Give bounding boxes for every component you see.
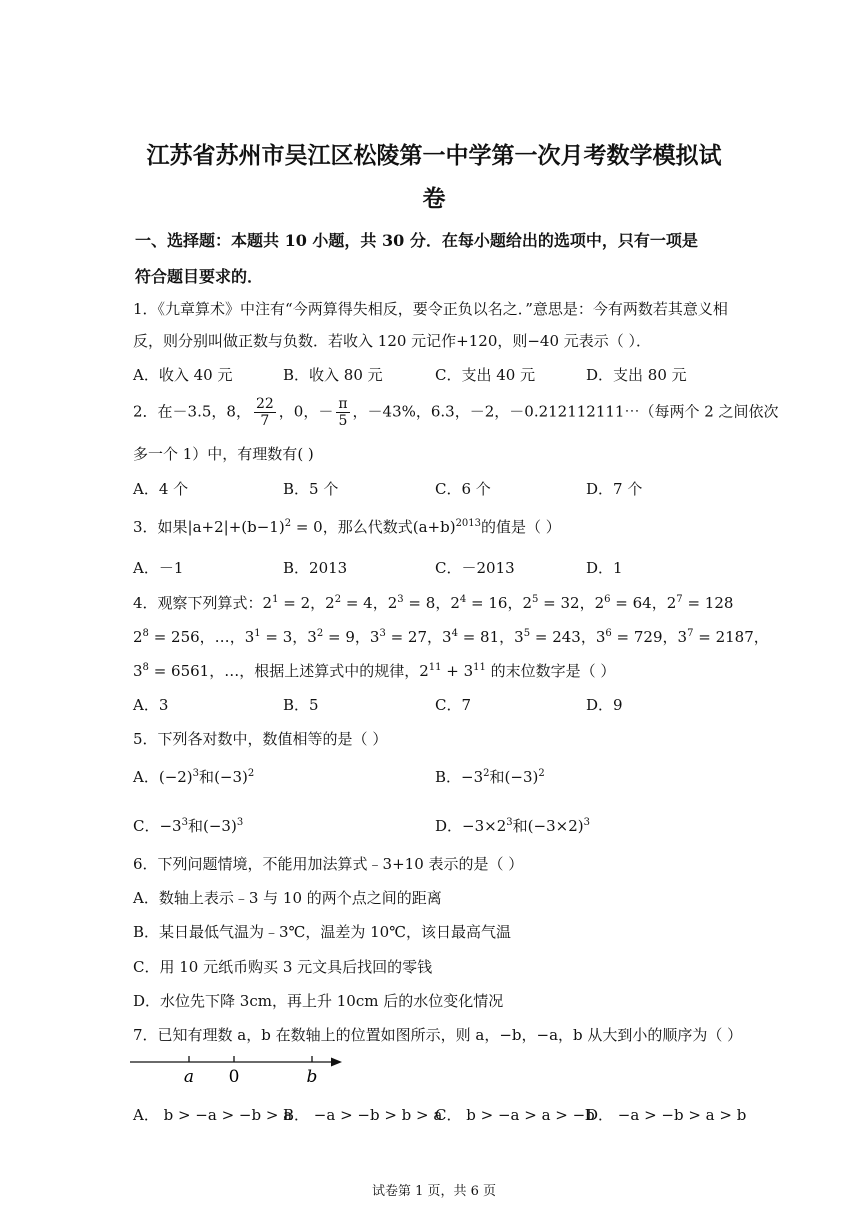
question-1-line1: 1．《九章算术》中注有“今两算得失相反，要令正负以名之．”意思是：今有两数若其意义相: [133, 300, 728, 318]
q2-mid: ，0，－: [278, 402, 334, 421]
q5-c-exp2: 3: [236, 817, 244, 828]
q5-b-exp1: 2: [483, 768, 490, 779]
question-7-line: 7．已知有理数 a，b 在数轴上的位置如图所示，则 a，−b，−a，b 从大到小的顺序为（ ）: [133, 1026, 743, 1044]
q2-frac2-numerator: π: [338, 396, 348, 412]
q4-line3-text: ，…，根据上述算式中的规律，: [209, 662, 420, 680]
q4-option-d: D．9: [586, 696, 623, 714]
q4-option-c: C．7: [435, 696, 472, 714]
q5-a-label: A．: [133, 768, 159, 786]
exam-title-line2: 卷: [422, 185, 446, 212]
separator: ，: [580, 628, 596, 646]
power-term: $2^4 = 16$: [450, 594, 508, 612]
q6-option-a: A．数轴上表示﹣3 与 10 的两个点之间的距离: [133, 889, 442, 907]
q3-exponent-2013: 2013: [455, 518, 482, 529]
separator: ，: [427, 628, 443, 646]
q3-prefix: 3．如果: [133, 518, 188, 536]
q5-d-term1: −3×2: [462, 817, 507, 835]
q6-option-d: D．水位先下降 3cm，再上升 10cm 后的水位变化情况: [133, 992, 504, 1010]
q2-option-d: D．7 个: [586, 480, 643, 498]
q2-prefix: 2．在－3.5，8，: [133, 402, 251, 421]
q3-option-d: D．1: [586, 559, 623, 577]
q4-base-b: 3: [463, 662, 474, 680]
separator: ，: [651, 594, 667, 612]
q1-option-b: B．收入 80 元: [283, 366, 383, 384]
page-footer: 试卷第 1 页，共 6 页: [371, 1184, 497, 1199]
separator: ，: [435, 594, 451, 612]
q5-a-exp1: 3: [192, 768, 200, 779]
q5-a-exp2: 2: [247, 768, 255, 779]
axis-label-a: a: [183, 1067, 195, 1087]
q4-line3-term: [133, 662, 209, 680]
q5-a-term2: (−3): [214, 768, 248, 786]
power-term: $3^2 = 9$: [307, 628, 355, 646]
q5-d-term2: (−3×2): [527, 817, 584, 835]
q3-expression-2: (a+b): [412, 518, 456, 536]
power-term: $2^2 = 4$: [325, 594, 373, 612]
power-term: $2^5 = 32$: [522, 594, 580, 612]
power-term: $3^6 = 729$: [595, 628, 663, 646]
q2-option-c: C．6 个: [435, 480, 491, 498]
q2-frac1-numerator: 22: [255, 396, 274, 412]
question-2-line2: 多一个 1）中，有理数有( ): [133, 445, 314, 463]
q7-option-d: D． −a > −b > a > b: [586, 1106, 747, 1124]
section-heading-line1: 一、选择题：本题共 10 小题，共 30 分．在每小题给出的选项中，只有一项是: [135, 231, 698, 250]
q7-option-b: B． −a > −b > b > a: [283, 1106, 443, 1124]
number-line-arrow: [331, 1058, 342, 1067]
q2-frac1-denominator: 7: [260, 413, 270, 429]
q3-expression: |a+2|+(b−1): [187, 518, 285, 536]
separator: ，: [579, 594, 595, 612]
q4-exp-b: 11: [473, 662, 486, 673]
number-line-diagram: [128, 1052, 348, 1088]
q2-suffix: ，－43%，6.3，－2，－0.212112111⋯（每两个 2 之间依次: [352, 402, 779, 421]
q4-option-b: B．5: [283, 696, 319, 714]
question-1-line2: 反，则分别叫做正数与负数．若收入 120 元记作+120，则−40 元表示（ ）．: [133, 332, 652, 350]
q2-frac2-denominator: 5: [338, 413, 348, 429]
power-term: $3^7 = 2187$: [677, 628, 754, 646]
q4-line2-terms: $2^8 = 256$，…，$3^1 = 3$，$3^2 = 9$，$3^3 = 27$，$3^4 = 81$，$3^5 = 243$，$3^6 = 729$，$3^7 = 2187$，: [133, 628, 769, 646]
q3-equals: = 0，那么代数式: [291, 518, 413, 536]
q5-b-label: B．: [435, 768, 462, 786]
ellipsis: ，…: [199, 628, 230, 646]
q5-option-d: [435, 815, 590, 836]
q5-d-label: D．: [435, 817, 463, 835]
q5-option-a: [133, 766, 254, 787]
power-term: $2^1 = 2$: [262, 594, 311, 612]
q5-c-exp1: 3: [181, 817, 188, 828]
question-4-line3: [133, 660, 615, 681]
q4-line1-terms: [263, 594, 734, 612]
q2-option-b: B．5 个: [283, 480, 339, 498]
power-term: $3^3 = 27$: [369, 628, 428, 646]
power-term: $2^6 = 64$: [594, 594, 652, 612]
q4-exp-a: 11: [428, 662, 442, 673]
q5-b-and: 和: [489, 768, 505, 786]
q3-exponent-2: 2: [284, 518, 292, 529]
q6-option-b: B．某日最低气温为﹣3℃，温差为 10℃，该日最高气温: [133, 923, 511, 941]
q3-option-a: A．－1: [133, 559, 184, 577]
separator: ，: [229, 628, 245, 646]
question-4-line1: [133, 592, 733, 613]
axis-label-0: 0: [228, 1067, 240, 1087]
q2-fraction-pi-5: [336, 396, 349, 429]
q5-d-exp2: 3: [583, 817, 590, 828]
q5-option-c: [133, 815, 243, 836]
q6-option-c: C．用 10 元纸币购买 3 元文具后找回的零钱: [133, 958, 433, 976]
power-term: $2^7 = 128$: [666, 594, 734, 612]
q5-b-term2: (−3): [504, 768, 539, 786]
separator: ，: [499, 628, 515, 646]
q4-intro: 4．观察下列算式：: [133, 594, 263, 612]
q7-option-c: C． b > −a > a > −b: [435, 1106, 595, 1124]
separator: ，: [310, 594, 326, 612]
q5-a-and: 和: [199, 768, 215, 786]
power-term: $3^5 = 243$: [514, 628, 581, 646]
power-term: $2^8 = 256$: [133, 628, 200, 646]
separator: ，: [372, 594, 388, 612]
q3-option-c: C．－2013: [435, 559, 515, 577]
q5-d-and: 和: [512, 817, 528, 835]
axis-label-b: b: [306, 1067, 318, 1087]
q1-option-a: A．收入 40 元: [133, 366, 233, 384]
power-term: $3^1 = 3$: [244, 628, 293, 646]
q5-a-term1: (−2): [158, 768, 193, 786]
q5-c-term1: −3: [159, 817, 182, 835]
question-2-line1: [133, 396, 779, 429]
question-5-line: 5．下列各对数中，数值相等的是（ ）: [133, 730, 388, 748]
q1-option-c: C．支出 40 元: [435, 366, 536, 384]
power-term: $3^4 = 81$: [442, 628, 500, 646]
q5-b-term1: −3: [461, 768, 484, 786]
separator: ，: [662, 628, 678, 646]
q7-option-a: A． b > −a > −b > a: [133, 1106, 293, 1124]
question-6-line: 6．下列问题情境，不能用加法算式﹣3+10 表示的是（ ）: [133, 855, 524, 873]
separator: ，: [507, 594, 523, 612]
separator: ，: [292, 628, 308, 646]
question-3-line: [133, 516, 561, 537]
q2-fraction-22-7: [254, 396, 276, 429]
q5-b-exp2: 2: [538, 768, 545, 779]
q1-option-d: D．支出 80 元: [586, 366, 687, 384]
power-term: $3^8 = 6561$: [133, 662, 210, 680]
q4-plus: +: [441, 662, 464, 680]
question-4-line2: [133, 626, 769, 647]
q2-option-a: A．4 个: [133, 480, 189, 498]
section-heading-line2: 符合题目要求的．: [135, 267, 264, 286]
q5-c-and: 和: [187, 817, 203, 835]
q4-suffix: 的末位数字是（ ）: [485, 662, 616, 680]
q3-suffix: 的值是（ ）: [481, 518, 561, 536]
exam-title-line1: 江苏省苏州市吴江区松陵第一中学第一次月考数学模拟试: [146, 142, 722, 169]
q4-option-a: A．3: [133, 696, 169, 714]
q5-d-exp1: 3: [506, 817, 513, 828]
q5-c-term2: (−3): [203, 817, 237, 835]
q5-c-label: C．: [133, 817, 160, 835]
separator: ，: [354, 628, 370, 646]
power-term: $2^3 = 8$: [387, 594, 436, 612]
q3-option-b: B．2013: [283, 559, 348, 577]
q5-option-b: [435, 766, 545, 787]
q4-base-a: 2: [419, 662, 429, 680]
